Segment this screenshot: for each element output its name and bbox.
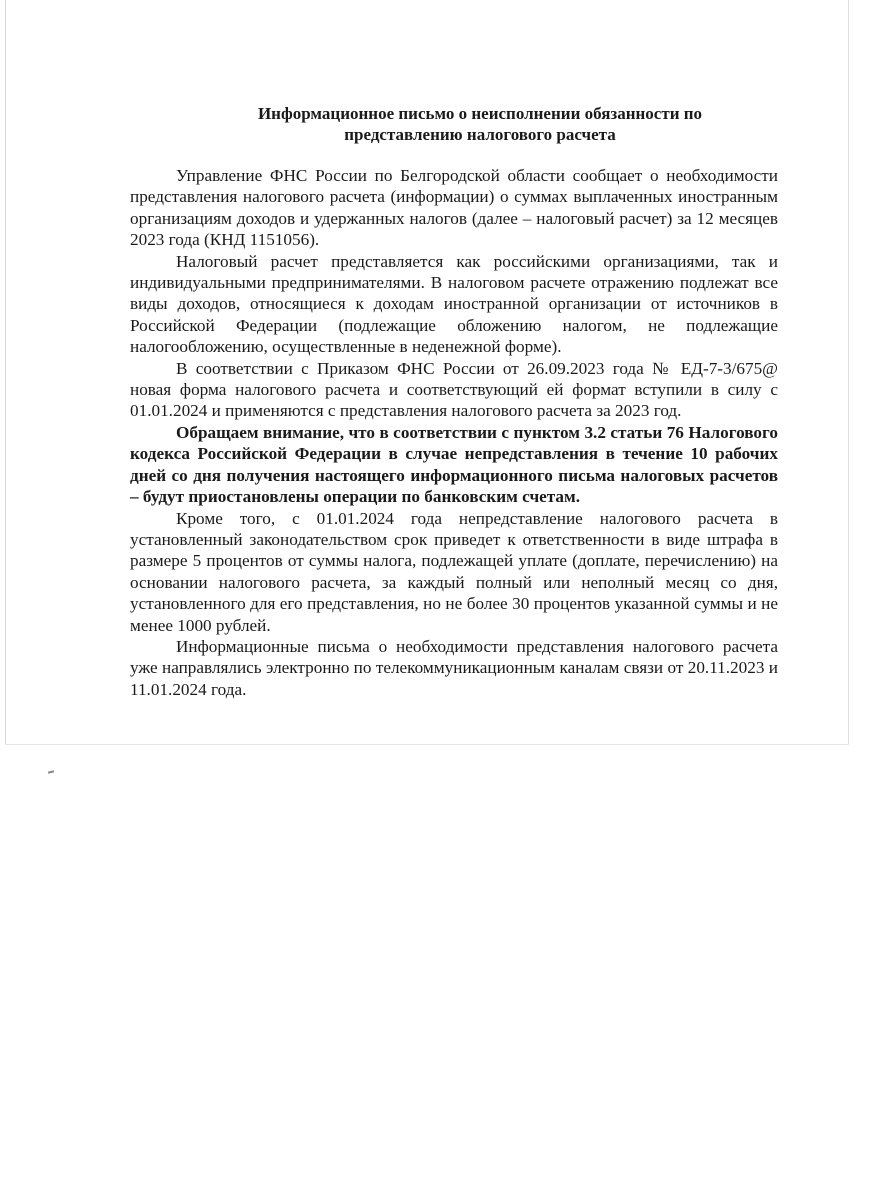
paragraph-notice: Управление ФНС России по Белгородской области сообщает о необходимости представления налогового расчета (информации) о суммах выплаченных иностранным организациям доходов и удержанных налогов (далее – налоговый расчет) за 12 месяцев 2023 года (КНД 1151056).	[130, 166, 778, 250]
paragraph-who-submits: Налоговый расчет представляется как российскими организациями, так и индивидуальными предпринимателями. В налоговом расчете отражению подлежат все виды доходов, относящиеся к доходам иностранной организации от источников в Российской Федерации (подлежащие обложению налогом, не подлежащие налогообложению, осуществленные в неденежной форме).	[130, 251, 778, 357]
scan-edge-bottom	[5, 744, 849, 745]
scan-speck	[48, 770, 54, 773]
document-body	[130, 165, 778, 700]
scan-edge-right	[848, 0, 849, 745]
paragraph-previous-letters: Информационные письма о необходимости представления налогового расчета уже направлялись электронно по телекоммуникационным каналам связи от 20.11.2023 и 11.01.2024 года.	[130, 636, 778, 699]
paragraph-warning: Обращаем внимание, что в соответствии с пунктом 3.2 статьи 76 Налогового кодекса Российской Федерации в случае непредставления в течение 10 рабочих дней со дня получения настоящего информационного письма налоговых расчетов – будут приостановлены операции по банковским счетам.	[130, 422, 778, 507]
paragraph-penalty: Кроме того, с 01.01.2024 года непредставление налогового расчета в установленный законодательством срок приведет к ответственности в виде штрафа в размере 5 процентов от суммы налога, подлежащей уплате (доплате, перечислению) на основании налогового расчета, за каждый полный или неполный месяц со дня, установленного для его представления, но не более 30 процентов указанной суммы и не менее 1000 рублей.	[130, 508, 778, 635]
scan-edge-left	[5, 0, 6, 745]
document-title: Информационное письмо о неисполнении обязанности по представлению налогового расчета	[257, 104, 703, 144]
paragraph-new-form: В соответствии с Приказом ФНС России от 26.09.2023 года № ЕД-7-3/675@ новая форма налогового расчета и соответствующий ей формат вступили в силу с 01.01.2024 и применяются с представления налогового расчета за 2023 год.	[130, 358, 778, 421]
